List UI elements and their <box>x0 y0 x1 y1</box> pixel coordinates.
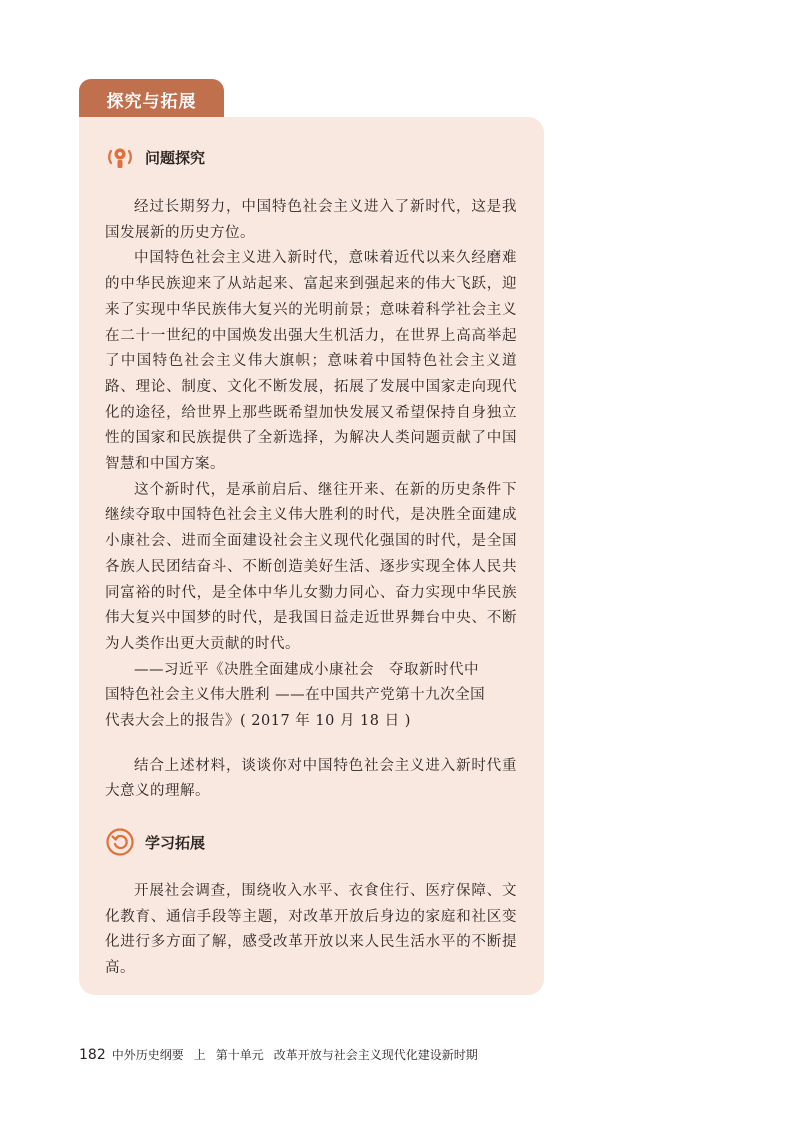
inquiry-title: 问题探究 <box>145 148 206 167</box>
material-paragraph-1: 经过长期努力，中国特色社会主义进入了新时代，这是我国发展新的历史方位。 <box>105 199 517 241</box>
citation-line-3: 代表大会上的报告》( 2017 年 10 月 18 日 ) <box>105 713 411 730</box>
inquiry-question: 结合上述材料，谈谈你对中国特色社会主义进入新时代重大意义的理解。 <box>105 757 517 800</box>
question-inquiry-icon <box>105 142 135 172</box>
material-paragraph-2: 中国特色社会主义进入新时代，意味着近代以来久经磨难的中华民族迎来了从站起来、富起来到强起来的伟大飞跃，迎来了实现中华民族伟大复兴的光明前景；意味着科学社会主义在二十一世纪的中国焕发出强大生机活力，在世界上高高举起了中国特色社会主义伟大旗帜；意味着中国特色社会主义道路、理论、制度、文化不断发展，拓展了发展中国家走向现代化的途径，给世界上那些既希望加快发展又希望保持自身独立性的国家和民族提供了全新选择，为解决人类问题贡献了中国智慧和中国方案。 <box>105 250 517 473</box>
inquiry-material <box>105 195 517 735</box>
citation-line-2: 国特色社会主义伟大胜利 ——在中国共产党第十九次全国 <box>105 687 486 704</box>
refresh-arrow-icon <box>105 827 135 857</box>
inquiry-heading <box>105 142 205 172</box>
citation <box>105 658 517 735</box>
section-tab <box>79 79 224 119</box>
page-number: 182 <box>79 1047 106 1063</box>
content-panel <box>79 117 544 995</box>
extension-text: 开展社会调查，围绕收入水平、衣食住行、医疗保障、文化教育、通信手段等主题，对改革开放后身边的家庭和社区变化进行多方面了解，感受改革开放以来人民生活水平的不断提高。 <box>105 883 517 977</box>
extension-body <box>105 879 517 982</box>
volume: 上 <box>193 1048 206 1062</box>
extension-heading <box>105 827 205 857</box>
citation-line-1: ——习近平《决胜全面建成小康社会 夺取新时代中 <box>134 661 479 678</box>
material-paragraph-3: 这个新时代，是承前启后、继往开来、在新的历史条件下继续夺取中国特色社会主义伟大胜利的时代，是决胜全面建成小康社会、进而全面建设社会主义现代化强国的时代，是全国各族人民团结奋斗、不断创造美好生活、逐步实现全体人民共同富裕的时代，是全体中华儿女勠力同心、奋力实现中华民族伟大复兴中国梦的时代，是我国日益走近世界舞台中央、不断为人类作出更大贡献的时代。 <box>105 481 517 652</box>
extension-title: 学习拓展 <box>145 833 206 852</box>
unit: 第十单元 <box>215 1048 264 1062</box>
page-footer <box>79 1046 488 1063</box>
section-tab-label: 探究与拓展 <box>106 91 197 112</box>
book-title: 中外历史纲要 <box>111 1048 184 1062</box>
unit-title: 改革开放与社会主义现代化建设新时期 <box>273 1048 478 1062</box>
